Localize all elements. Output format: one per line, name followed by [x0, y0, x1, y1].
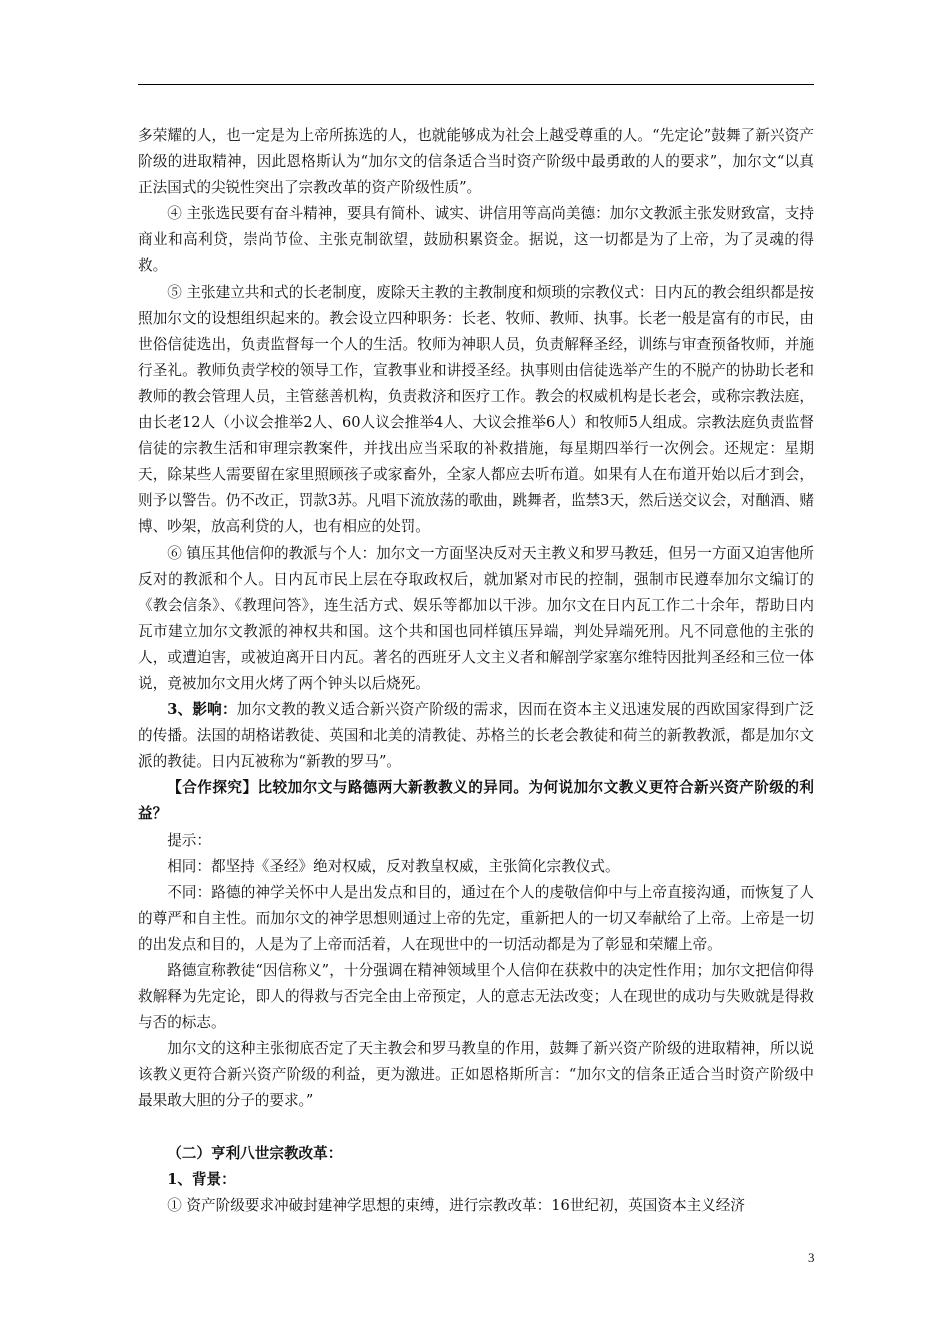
- paragraph: ④ 主张选民要有奋斗精神，要具有简朴、诚实、讲信用等高尚美德：加尔文教派主张发财致富，支持商业和高利贷，崇尚节俭、主张克制欲望，鼓励积累资金。据说，这一切都是为了上帝，为了灵魂的得救。: [138, 205, 814, 275]
- spacer: [138, 1115, 814, 1141]
- difference-text: 不同：路德的神学关怀中人是出发点和目的，通过在个人的虔敬信仰中与上帝直接沟通，而恢复了人的尊严和自主性。而加尔文的神学思想则通过上帝的先定，重新把人的一切又奉献给了上帝。上帝是一切的出发点和目的，人是为了上帝而活着，人在现世中的一切活动都是为了彰显和荣耀上帝。: [138, 883, 814, 953]
- hint-label: 提示：: [167, 831, 211, 849]
- paragraph: ⑥ 镇压其他信仰的教派与个人：加尔文一方面坚决反对天主教义和罗马教廷，但另一方面又迫害他所反对的教派和个人。日内瓦市民上层在夺取政权后，就加紧对市民的控制，强制市民遵奉加尔文编订的《教会信条》、《教理问答》，连生活方式、娱乐等都加以干涉。加尔文在日内瓦工作二十余年，帮助日内瓦市建立加尔文教派的神权共和国。这个共和国也同样镇压异端，判处异端死刑。凡不同意他的主张的人，或遭迫害，或被迫离开日内瓦。著名的西班牙人文主义者和解剖学家塞尔维特因批判圣经和三位一体说，竟被加尔文用火烤了两个钟头以后烧死。: [138, 544, 814, 692]
- paragraph: ⑤ 主张建立共和式的长老制度，废除天主教的主教制度和烦琐的宗教仪式：日内瓦的教会组织都是按照加尔文的设想组织起来的。教会设立四种职务：长老、牧师、教师、执事。长老一般是富有的市民，由世俗信徒选出，负责监督每一个人的生活。牧师为神职人员，负责解释圣经，训练与审查预备牧师，并施行圣礼。教师负责学校的领导工作，宣教事业和讲授圣经。执事则由信徒选举产生的不脱产的协助长老和教师的教会管理人员，主管慈善机构，负责救济和医疗工作。教会的权威机构是长老会，或称宗教法庭，由长老12人（小议会推举2人、60人议会推举4人、大议会推举6人）和牧师5人组成。宗教法庭负责监督信徒的宗教生活和审理宗教案件，并找出应当采取的补救措施，每星期四举行一次例会。还规定：星期天，除某些人需要留在家里照顾孩子或家畜外，全家人都应去听布道。如果有人在布道开始以后才到会，则予以警告。仍不改正，罚款3苏。凡唱下流放荡的歌曲，跳舞者，监禁3天，然后送交议会，对酗酒、赌博、吵架，放高利贷的人，也有相应的处罚。: [138, 283, 814, 536]
- difference-text-2: 路德宣称教徒“因信称义”，十分强调在精神领域里个人信仰在获救中的决定性作用；加尔文把信仰得救解释为先定论，即人的得救与否完全由上帝预定，人的意志无法改变；人在现世的成功与失败就是得救与否的标志。: [138, 962, 814, 1032]
- page-number: 3: [808, 1250, 815, 1265]
- section-heading: （二）亨利八世宗教改革：: [167, 1144, 343, 1162]
- influence-paragraph: [138, 697, 814, 775]
- influence-label: 3、影响：: [167, 701, 237, 719]
- influence-text: 加尔文教的教义适合新兴资产阶级的需求，因而在资本主义迅速发展的西欧国家得到广泛的传播。法国的胡格诺教徒、英国和北美的清教徒、苏格兰的长老会教徒和荷兰的新教教派，都是加尔文派的教徒。日内瓦被称为“新教的罗马”。: [138, 701, 814, 771]
- conclusion-text: 加尔文的这种主张彻底否定了天主教会和罗马教皇的作用，鼓舞了新兴资产阶级的进取精神，所以说该教义更符合新兴资产阶级的利益，更为激进。正如恩格斯所言：“加尔文的信条正适合当时资产阶级中最果敢大胆的分子的要求。”: [138, 1040, 814, 1110]
- similarity-text: 相同：都坚持《圣经》绝对权威，反对教皇权威，主张简化宗教仪式。: [167, 857, 620, 875]
- background-item: ① 资产阶级要求冲破封建神学思想的束缚，进行宗教改革：16世纪初，英国资本主义经济: [167, 1196, 745, 1214]
- page-body: [138, 123, 814, 1219]
- background-label: 1、背景：: [167, 1170, 236, 1188]
- paragraph: 多荣耀的人，也一定是为上帝所拣选的人，也就能够成为社会上越受尊重的人。“先定论”鼓舞了新兴资产阶级的进取精神，因此恩格斯认为“加尔文的信条适合当时资产阶级中最勇敢的人的要求”，加尔文“以真正法国式的尖锐性突出了宗教改革的资产阶级性质”。: [138, 127, 814, 197]
- header-rule: [138, 84, 814, 85]
- inquiry-heading: 【合作探究】比较加尔文与路德两大新教教义的异同。为何说加尔文教义更符合新兴资产阶级的利益？: [138, 779, 814, 823]
